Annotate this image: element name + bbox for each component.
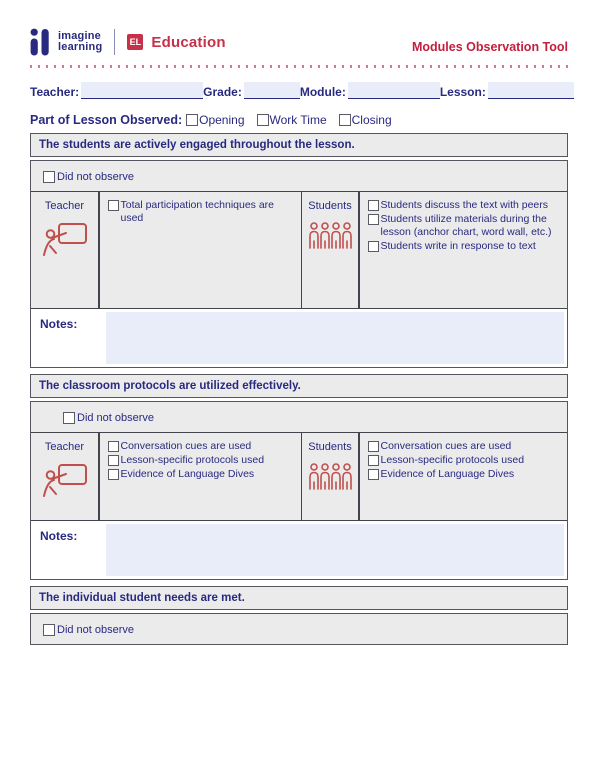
checklist-item [368, 199, 562, 212]
identity-fields-row [30, 82, 568, 99]
checklist-item [108, 440, 295, 453]
checklist-item [368, 240, 562, 253]
did-not-observe-label: Did not observe [57, 624, 135, 636]
teacher-input[interactable] [81, 82, 203, 99]
checklist-item [368, 454, 562, 467]
section-students-engaged [30, 133, 568, 368]
checklist-item-label: Students utilize materials during the lesson (anchor chart, word wall, etc.) [380, 213, 552, 238]
grade-label: Grade: [203, 85, 242, 99]
section-3-did-not-observe [31, 614, 567, 644]
students-column [302, 192, 358, 308]
checkbox-students-discuss[interactable] [368, 200, 379, 211]
lesson-field-group [440, 82, 574, 99]
students-column-label: Students [308, 441, 352, 453]
checkbox-conversation-cues-teacher[interactable] [108, 441, 119, 452]
section-1-notes-row [31, 308, 567, 367]
option-closing-label: Closing [351, 113, 392, 127]
section-3-header: The individual student needs are met. [30, 586, 568, 610]
students-checklist-2 [360, 433, 568, 520]
section-1-body [30, 160, 568, 368]
teacher-column [31, 433, 98, 520]
module-label: Module: [299, 85, 346, 99]
part-of-lesson-label: Part of Lesson Observed: [30, 113, 183, 127]
did-not-observe-label: Did not observe [57, 171, 135, 183]
section-3-body [30, 613, 568, 645]
teacher-checklist-1 [100, 192, 301, 308]
checklist-item-label: Lesson-specific protocols used [120, 454, 265, 466]
checklist-item-label: Evidence of Language Dives [120, 468, 255, 480]
header [30, 28, 568, 56]
option-closing [339, 113, 392, 127]
checkbox-total-participation[interactable] [108, 200, 119, 211]
checkbox-did-not-observe-2[interactable] [63, 412, 75, 424]
teacher-column-label: Teacher [44, 441, 85, 453]
notes-label: Notes: [40, 529, 78, 543]
checklist-item [108, 454, 295, 467]
students-checklist-1 [360, 192, 568, 308]
checkbox-students-write[interactable] [368, 241, 379, 252]
checkbox-conversation-cues-students[interactable] [368, 441, 379, 452]
section-1-table [31, 191, 567, 308]
checklist-item-label: Students discuss the text with peers [380, 199, 549, 211]
teacher-field-group [30, 82, 203, 99]
logo-row [30, 28, 226, 56]
section-1-header: The students are actively engaged throughout the lesson. [30, 133, 568, 157]
section-classroom-protocols [30, 374, 568, 580]
notes-label: Notes: [40, 317, 78, 331]
checklist-item-label: Evidence of Language Dives [380, 468, 515, 480]
checkbox-closing[interactable] [339, 114, 351, 126]
teacher-label: Teacher: [30, 85, 80, 99]
module-input[interactable] [348, 82, 440, 99]
did-not-observe-label: Did not observe [77, 412, 155, 424]
logo-divider [114, 29, 115, 55]
checkbox-lesson-protocols-teacher[interactable] [108, 455, 119, 466]
part-of-lesson-row [30, 113, 568, 127]
checklist-item-label: Conversation cues are used [380, 440, 512, 452]
section-2-body [30, 401, 568, 580]
checklist-item [108, 199, 295, 225]
checkbox-opening[interactable] [186, 114, 198, 126]
notes-input-1[interactable] [106, 312, 564, 364]
lesson-input[interactable] [488, 82, 574, 99]
students-icon [308, 463, 352, 491]
section-2-table [31, 432, 567, 520]
checkbox-did-not-observe-3[interactable] [43, 624, 55, 636]
module-field-group [300, 82, 440, 99]
imagine-learning-logo-icon [30, 28, 50, 56]
checkbox-work-time[interactable] [257, 114, 269, 126]
teacher-icon [42, 463, 88, 499]
checkbox-language-dives-students[interactable] [368, 469, 379, 480]
notes-input-2[interactable] [106, 524, 564, 576]
section-2-notes-row [31, 520, 567, 579]
teacher-icon [42, 222, 88, 258]
checklist-item-label: Total participation techniques are used [120, 199, 275, 224]
checklist-item-label: Students write in response to text [380, 240, 536, 252]
teacher-column [31, 192, 98, 308]
option-opening [186, 113, 244, 127]
imagine-learning-wordmark: imagine learning [58, 30, 103, 53]
dotted-separator [30, 65, 568, 68]
section-2-header: The classroom protocols are utilized effectively. [30, 374, 568, 398]
students-icon [308, 222, 352, 250]
section-1-did-not-observe [31, 161, 567, 191]
option-work-time [257, 113, 327, 127]
option-opening-label: Opening [199, 113, 245, 127]
checklist-item-label: Conversation cues are used [120, 440, 252, 452]
teacher-column-label: Teacher [44, 200, 85, 212]
option-work-time-label: Work Time [269, 113, 327, 127]
section-2-did-not-observe [31, 402, 567, 432]
checklist-item [108, 468, 295, 481]
checkbox-language-dives-teacher[interactable] [108, 469, 119, 480]
lesson-label: Lesson: [439, 85, 486, 99]
el-education-wordmark: Education [151, 33, 226, 51]
page-title: Modules Observation Tool [411, 40, 568, 54]
checklist-item [368, 468, 562, 481]
section-individual-needs [30, 586, 568, 645]
checkbox-students-utilize-materials[interactable] [368, 214, 379, 225]
grade-input[interactable] [244, 82, 300, 99]
students-column [302, 433, 358, 520]
checklist-item-label: Lesson-specific protocols used [380, 454, 525, 466]
checklist-item [368, 213, 562, 239]
grade-field-group [203, 82, 300, 99]
checklist-item [368, 440, 562, 453]
teacher-checklist-2 [100, 433, 301, 520]
el-education-logo-icon: EL [127, 34, 143, 50]
checkbox-did-not-observe-1[interactable] [43, 171, 55, 183]
checkbox-lesson-protocols-students[interactable] [368, 455, 379, 466]
students-column-label: Students [308, 200, 352, 212]
